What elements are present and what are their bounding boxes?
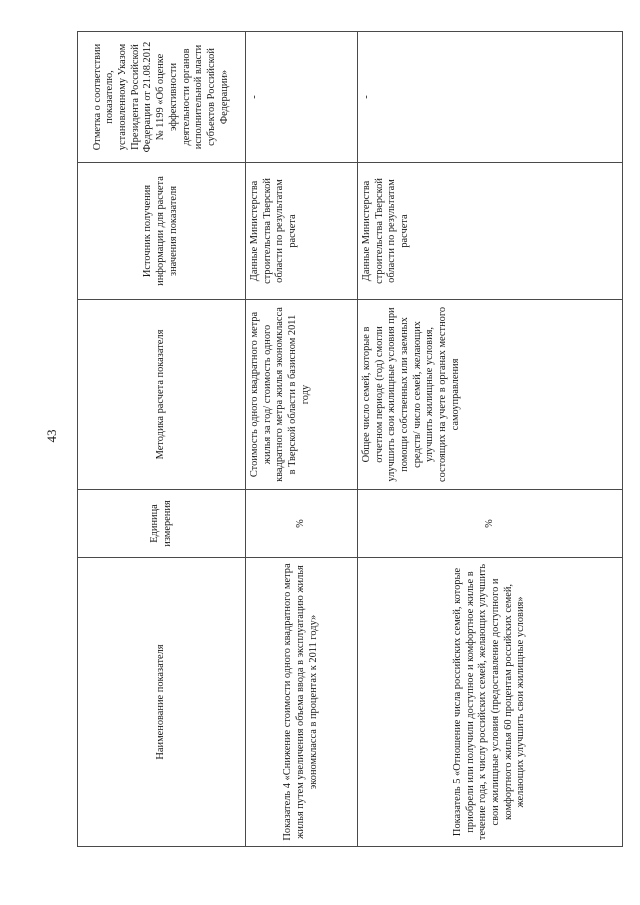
indicators-table	[77, 31, 623, 847]
header-indicator-name: Наименование показателя	[78, 558, 246, 847]
row-unit: %	[358, 490, 623, 558]
table-row	[358, 32, 623, 847]
rotated-table-region	[77, 32, 622, 847]
row-indicator-name: Показатель 5 «Отношение числа российских семей, которые приобрели или получили доступное и комфортное жилье в течение года, к числу российских семей, желающих улучшить свои жилищные условия (предоставление доступного и комфортного жилья 60 процентам российских семей, желающих улучшить свои жилищные условия»	[358, 558, 623, 847]
page-number: 43	[44, 429, 59, 443]
row-indicator-name: Показатель 4 «Снижение стоимости одного квадратного метра жилья путем увеличения объема ввода в эксплуатацию жилья экономкласса в процентах к 2011 году»	[246, 558, 358, 847]
header-source: Источник получения информации для расчета значения показателя	[78, 163, 246, 300]
header-compliance-mark: Отметка о соответствии показателю, установленному Указом Президента Российской Федерации от 21.08.2012 № 1199 «Об оценке эффективности деятельности органов исполнительной власти субъектов Российской Федерации»	[78, 32, 246, 163]
row-source: Данные Министерства строительства Тверской области по результатам расчета	[246, 163, 358, 300]
table-row	[246, 32, 358, 847]
row-source: Данные Министерства строительства Тверской области по результатам расчета	[358, 163, 623, 300]
row-compliance-mark: -	[246, 32, 358, 163]
row-method: Общее число семей, которые в отчетном периоде (год) смогли улучшить свои жилищные условия при помощи собственных или заемных средств/ число семей, желающих улучшить жилищные условия, состоящих на учете в органах местного самоуправления	[358, 300, 623, 490]
table-sheet	[77, 32, 622, 847]
table-header-row	[78, 32, 246, 847]
header-unit: Единица измерения	[78, 490, 246, 558]
row-method: Стоимость одного квадратного метра жилья за год/ стоимость одного квадратного метра жилья экономкласса в Тверской области в базисном 2011 году	[246, 300, 358, 490]
header-method: Методика расчета показателя	[78, 300, 246, 490]
row-unit: %	[246, 490, 358, 558]
row-compliance-mark: -	[358, 32, 623, 163]
